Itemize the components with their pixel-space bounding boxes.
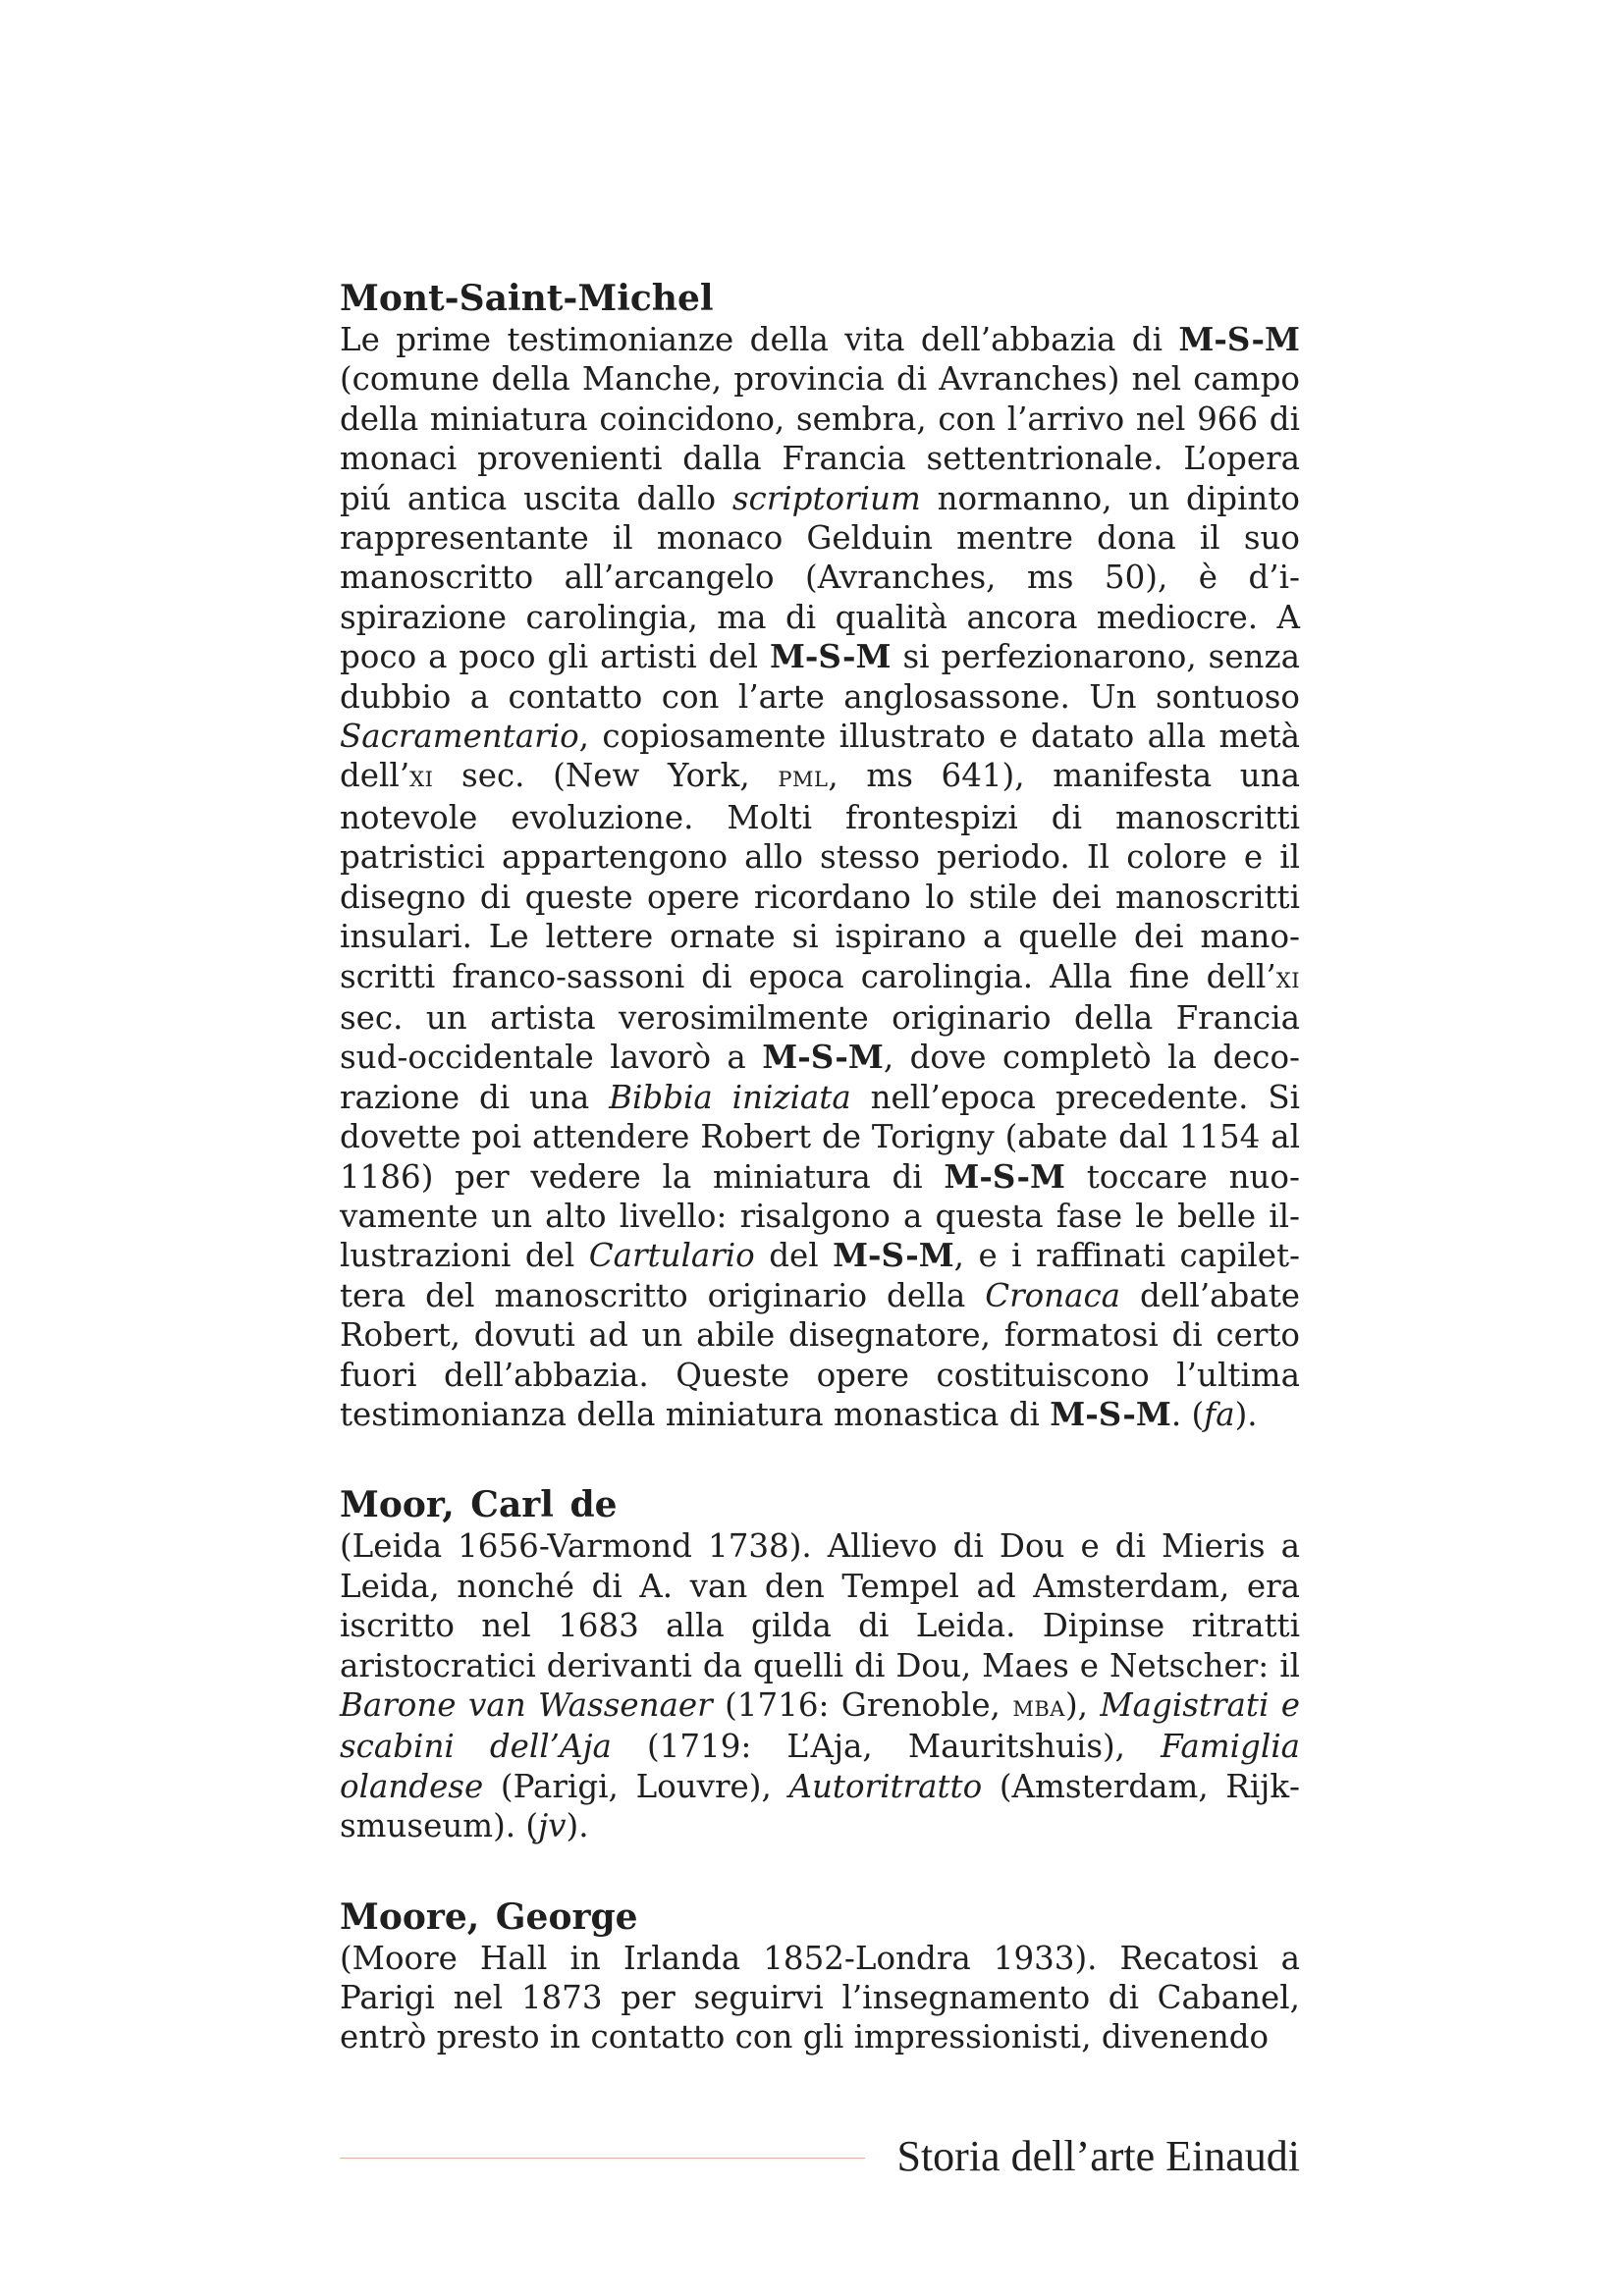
text-run: (Parigi, Louvre), [483,1767,789,1805]
page-footer [340,2132,1300,2181]
text-run: . ( [1170,1395,1205,1433]
bold-run: M-S-M [1178,320,1300,358]
text-run: (1716: Grenoble, [712,1686,1013,1724]
text-run: (Moore Hall in Irlanda 1852-Londra 1933). Recatosi a Parigi nel 1873 per seguirvi l’insegnamento di Cabanel, entrò presto in contatto con gli impressionisti, divenendo [340,1939,1300,2056]
bold-run: M-S-M [833,1236,954,1275]
bold-run: M-S-M [762,1038,884,1077]
entry-title: Mont-Saint-Michel [340,278,714,319]
text-run: (comune della Manche, provincia di Avranches) nel campo della miniatura coincidono, sembra, con l’arrivo nel 966 di monaci provenienti dalla Francia settentrionale. L’opera piú antica uscita dallo [340,360,1300,517]
text-run: normanno, un dipinto rappresentante il monaco Gelduin mentre dona il suo manoscritto all’arcangelo (Avranches, ms 50), è d’ispirazione carolingia, ma di qualità ancora mediocre. A poco a poco gli artisti del [340,479,1300,676]
text-run: del [754,1237,834,1275]
italic-run: scriptorium [731,479,921,517]
italic-run: jv [538,1807,567,1845]
text-run: (Amsterdam, Rijksmuseum). ( [340,1767,1300,1845]
text-run: , ms 641), manifesta una notevole evoluzione. Molti frontespizi di manoscritti patristici appartengono allo stesso periodo. Il colore e il disegno di queste opere ricordano lo stile dei manoscritti insulari. Le lettere ornate si ispirano a quelle dei manoscritti franco-sassoni di epoca carolingia. Alla fine dell’ [340,757,1300,995]
italic-run: Famiglia olandese [340,1728,1300,1805]
bold-run: M-S-M [1050,1394,1171,1433]
small-caps-run: pml [778,760,829,795]
entry-title: Moor, Carl de [340,1484,618,1526]
small-caps-run: xi [1275,960,1300,995]
small-caps-run: mba [1012,1689,1065,1724]
text-run: ), [1064,1686,1101,1724]
text-run: Le prime testimonianze della vita dell’abbazia di [340,321,1179,358]
entry-body [340,1939,1300,2057]
footer-title: Storia dell’arte Einaudi [896,2132,1300,2180]
bold-run: M-S-M [944,1156,1065,1196]
italic-run: Cartulario [588,1237,755,1275]
italic-run: fa [1204,1395,1235,1433]
italic-run: Bibbia iniziata [609,1078,851,1116]
text-run: , copiosamente illustrato e datato alla metà dell’ [340,718,1300,795]
entry-title: Moore, George [340,1896,638,1938]
entry-body [340,320,1300,1434]
text-run: si perfezionarono, senza dubbio a contatto con l’arte anglosassone. Un sontuoso [340,638,1300,716]
text-run: , e i raffinati capilettera del manoscritto originario della [340,1237,1301,1314]
text-run: sec. un artista verosimilmente originario della Francia sud-occidentale lavorò a [340,998,1300,1077]
text-run: nell’epoca precedente. Si dovette poi attendere Robert de Torigny (abate dal 1154 al 1186) per vedere la miniatura di [340,1078,1300,1196]
text-run: dell’abate Robert, dovuti ad un abile disegnatore, formatosi di certo fuori dell’abbazia. Queste opere costituiscono l’ultima testimonianza della miniatura monastica di [340,1276,1301,1433]
text-run: toccare nuovamente un alto livello: risalgono a questa fase le belle illustrazioni del [340,1157,1300,1275]
text-run: (1719: L’Aja, Mauritshuis), [611,1728,1162,1766]
italic-run: Cronaca [985,1276,1121,1314]
text-run: , dove completò la decorazione di una [340,1039,1301,1116]
page-content [340,277,1300,2107]
italic-run: Autoritratto [788,1767,983,1805]
italic-run: Sacramentario [340,718,579,756]
entry-mont-saint-michel [340,277,1300,1434]
italic-run: Magistrati e scabini dell’Aja [340,1686,1301,1766]
entry-body [340,1526,1300,1845]
text-run: sec. (New York, [433,757,779,795]
entry-moore-george [340,1896,1300,2057]
footer-rule [340,2158,865,2159]
small-caps-run: xi [409,760,434,795]
italic-run: Barone van Wassenaer [340,1686,713,1724]
bold-run: M-S-M [769,637,892,676]
text-run: (Leida 1656-Varmond 1738). Allievo di Dou e di Mieris a Leida, nonché di A. van den Tempel ad Amsterdam, era iscritto nel 1683 alla gilda di Leida. Dipinse ritratti aristocratici derivanti da quelli di Dou, Maes e Netscher: il [340,1527,1300,1684]
text-run: ). [566,1807,589,1845]
text-run: ). [1234,1395,1258,1433]
entry-moor-carl-de [340,1483,1300,1845]
